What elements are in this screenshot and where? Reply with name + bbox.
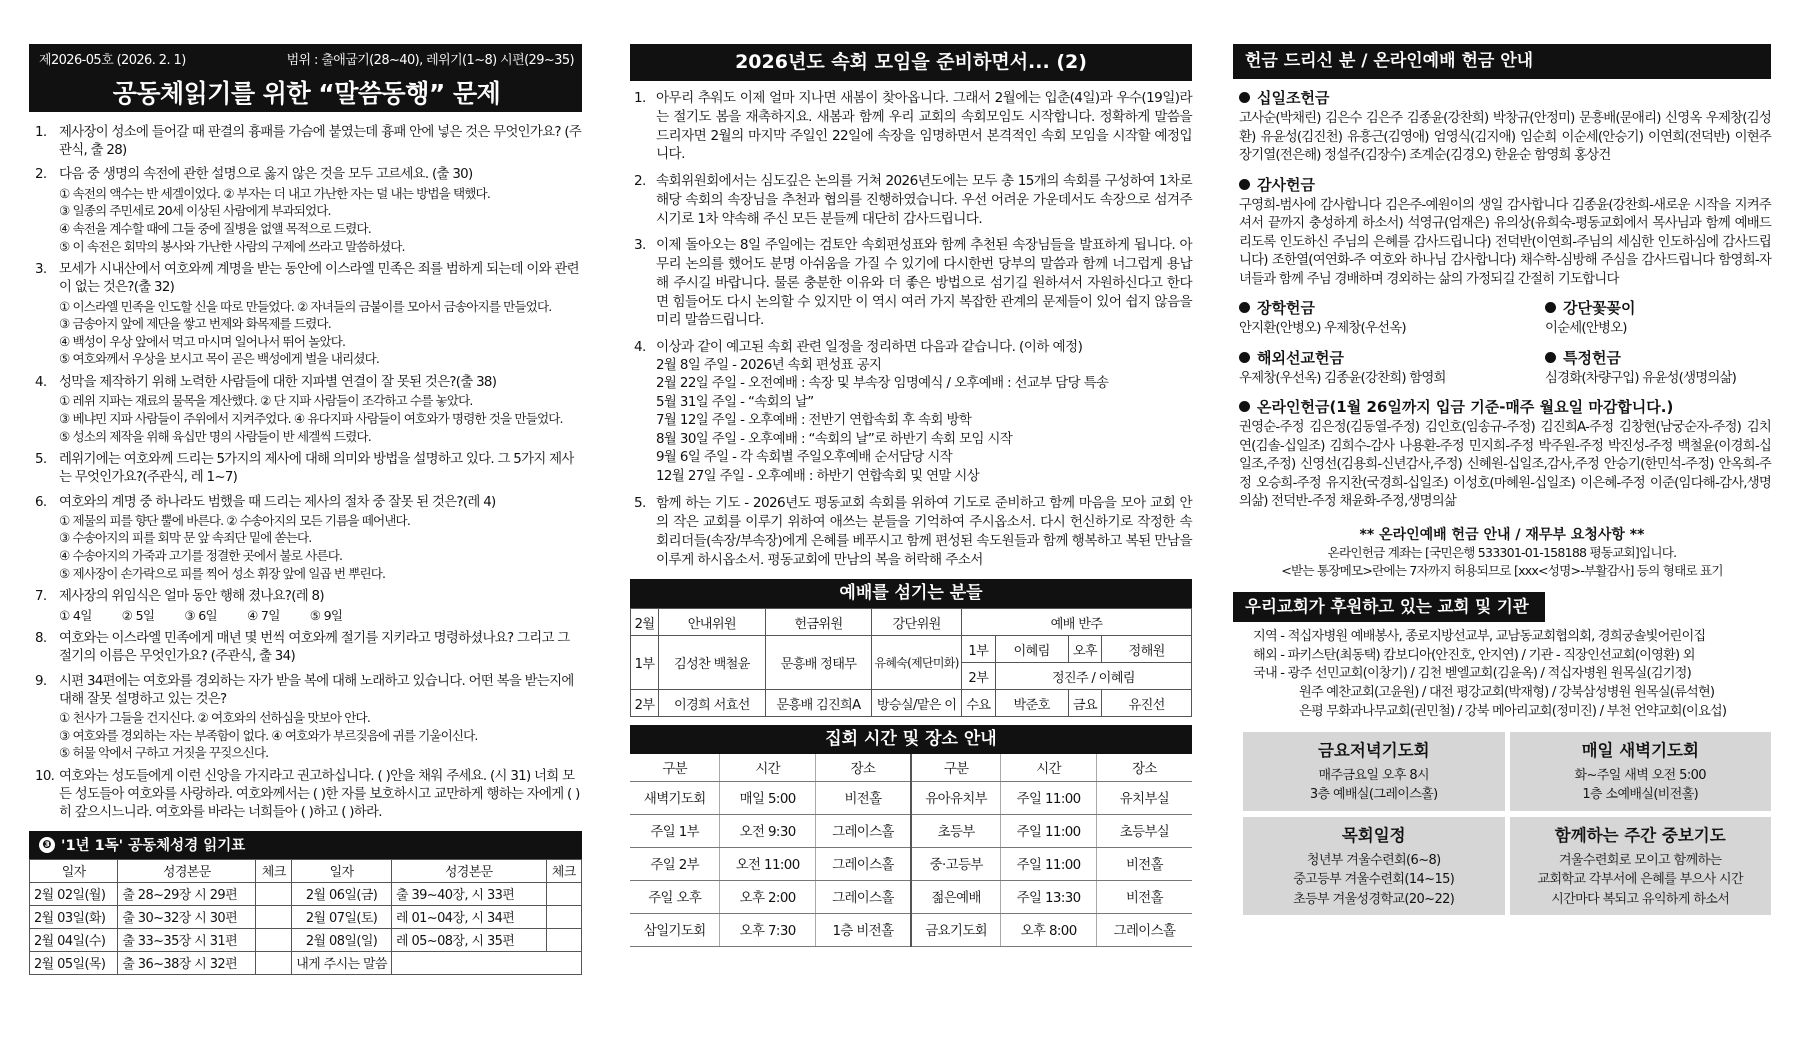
table-cell: 출 30~32장 시 30편	[118, 905, 256, 928]
issue-info: 제2026-05호 (2026. 2. 1)	[39, 53, 186, 68]
support-list	[1233, 628, 1771, 722]
notice-text: 아무리 추워도 이제 얼마 지나면 새봄이 찾아옵니다. 그래서 2월에는 입춘(4일)과 우수(19일)라는 절기도 봄을 재촉하지요. 새봄과 함께 우리 교회의 속회모임도 시작합니다. 정확하게 말씀을 드리자면 2월의 마지막 주일인 22일에 속장을 임명하면서 본격적인 속회 모임을 시작할 예정입니다.	[656, 90, 1192, 163]
question-text: 시편 34편에는 여호와를 경외하는 자가 받을 복에 대해 노래하고 있습니다. 어떤 복을 받는지에 대해 잘못 설명하고 있는 것은?	[59, 673, 574, 707]
table-row: 주일 2부 오전 11:00 그레이스홀 중·고등부 주일 11:00 비전홀	[630, 847, 1192, 880]
info-boxes	[1233, 732, 1771, 916]
column-header: 성경본문	[118, 859, 256, 882]
check-cell	[256, 951, 292, 974]
support-item: 원주 예찬교회(고윤원) / 대전 평강교회(박재형) / 강북삼성병원 원목실(류석현)	[1299, 685, 1715, 701]
answer-option: ⑤ 제사장이 손가락으로 피를 찍어 성소 휘장 앞에 일곱 번 뿌린다.	[59, 565, 386, 581]
answer-option: ③ 베냐민 지파 사람들이 주위에서 지켜주었다. ④ 유다지파 사람들이 여호와가 명령한 것을 만들었다.	[59, 410, 563, 426]
answer-option: ① 이스라엘 민족을 인도할 신을 따로 만들었다. ② 자녀들의 금붙이를 모아서 금송아지를 만들었다.	[59, 298, 552, 314]
bullet-icon	[1239, 401, 1250, 412]
question-text: 여호와는 성도들에게 이런 신앙을 가지라고 권고하십니다. ( )안을 채워 주세요. (시 31) 너희 모든 성도들아 여호와를 사랑하라. 여호와께서는 ( )한 자를 보호하시고 교만하게 행하는 자에게 ( )히 갚으시느니라. 여호와를 바라는 너희들아 ( )하고 ( )하라.	[59, 768, 580, 821]
question-list	[29, 112, 582, 823]
reading-plan-header	[29, 831, 582, 859]
answer-options-row	[59, 607, 582, 625]
table-row	[30, 928, 582, 951]
service-times-table	[630, 754, 1192, 947]
schedule-item: 2월 22일 주일 - 오전예배 : 속장 및 부속장 임명예식 / 오후예배 : 선교부 담당 특송	[656, 376, 1109, 392]
question-text: 다음 중 생명의 속전에 관한 설명으로 옳지 않은 것을 모두 고르세요. (출 30)	[59, 167, 473, 183]
quiz-column	[29, 44, 582, 975]
servers-table	[630, 608, 1192, 717]
answer-option: ④ 7일	[247, 607, 280, 623]
table-cell: 2월 05일(목)	[30, 951, 118, 974]
answer-option: ⑤ 여호와께서 우상을 보시고 목이 곧은 백성에게 벌을 내리셨다.	[59, 351, 379, 367]
answer-option: ⑤ 이 속전은 회막의 봉사와 가난한 사람의 구제에 쓰라고 말씀하셨다.	[59, 238, 405, 254]
answer-option: ① 천사가 그들을 건지신다. ② 여호와의 선하심을 맛보아 안다.	[59, 710, 370, 726]
online-notice: ** 온라인예배 헌금 안내 / 재무부 요청사항 ** 온라인헌금 계좌는 [국민은행 533301-01-158188 평동교회]입니다. <받는 통장메모>란에는 7자까지 허용되므로 [xxx<성명>-부활감사] 등의 형태로 표기	[1233, 524, 1771, 581]
support-item: 은평 무화과나무교회(권민철) / 강북 메아리교회(정미진) / 부천 언약교회(이요섭)	[1299, 703, 1727, 719]
online-section: 온라인헌금(1월 26일까지 입금 기준-매주 월요일 마감합니다.) 권영순-주정 김은정(김동열-주정) 김인호(임송규-주정) 김진희A-주정 김창현(남궁순자-주정) 김치연(김솔-십일조) 김희수-감사 나용환-주정 민지희-주정 박주원-주정 박진성-주정 백철윤(이경희-십일조,주정) 신영선(김용희-신년감사,주정) 신혜원-십일조,감사,주정 안승기(한민석-주정) 안옥희-주정 오승희-주정 유지찬(국경희-십일조) 이성호(마혜원-십일조) 이은혜-주정 이준(임다해-감사,생명의삶) 전덕반-주정 채윤화-주정,생명의삶	[1233, 396, 1771, 512]
table-cell: 2월 03일(화)	[30, 905, 118, 928]
notice-item: 2. 속회위원회에서는 심도깊은 논의를 거쳐 2026년도에는 모두 총 15개의 속회를 구성하여 1차로 해당 속회의 속장님을 추천과 협의를 진행하였습니다. 우선 어려운 가운데서도 속장으로 섬겨주시기로 1차 약속해 주신 모든 분들께 대단히 감사드립니다.	[634, 173, 1192, 227]
question-text: 성막을 제작하기 위해 노력한 사람들에 대한 지파별 연결이 잘 못된 것은?(출 38)	[59, 375, 497, 391]
answer-option: ② 5일	[121, 607, 155, 623]
check-cell	[546, 882, 581, 905]
question-item: 5. 레위기에는 여호와께 드리는 5가지의 제사에 대해 의미와 방법을 설명하고 있다. 그 5가지 제사는 무엇인가요?(주관식, 레 1~7)	[35, 452, 574, 486]
table-cell: 출 33~35장 시 31편	[118, 928, 256, 951]
mission-section: 해외선교헌금 우제창(우선옥) 김종윤(강찬희) 함영희	[1239, 348, 1446, 386]
question-item: 6. 여호와의 계명 중 하나라도 범했을 때 드리는 제사의 절차 중 잘못 된 것은?(레 4) ① 제물의 피를 향단 뿔에 바른다. ② 수송아지의 모든 기름을 떼어낸다. ③ 수송아지의 피를 회막 문 앞 속죄단 밑에 쏟는다. ④ 수송아지의 가죽과 고기를 정결한 곳에서 불로 사른다. ⑤ 제사장이 손가락으로 피를 찍어 성소 휘장 앞에 일곱 번 뿌린다.	[35, 494, 582, 583]
notice-text: 이제 돌아오는 8일 주일에는 검토안 속회편성표와 함께 추천된 속장님들을 발표하게 됩니다. 아무리 논의를 했어도 분명 아쉬움을 가질 수 있기에 다시한번 당부의 말씀과 함께 너그럽게 용납해 주시길 바랍니다. 물론 충분한 이유와 더 좋은 방법으로 섬기길 원하셔서 자원하신다고 한다면 힘들어도 다시 논의할 수 있지만 이 역시 여러 가지 복잡한 관계의 문제들이 있어 쉽지 않음을 미리 말씀드립니다.	[656, 237, 1192, 329]
table-cell: 레 05~08장, 시 35편	[391, 928, 546, 951]
offering-pair	[1233, 297, 1771, 339]
answer-option: ③ 여호와를 경외하는 자는 부족함이 없다. ④ 여호와가 부르짖음에 귀를 기울이신다.	[59, 727, 478, 743]
cell-group-column	[630, 44, 1192, 947]
question-text: 레위기에는 여호와께 드리는 5가지의 제사에 대해 의미와 방법을 설명하고 있다. 그 5가지 제사는 무엇인가요?(주관식, 레 1~7)	[59, 452, 574, 486]
answer-option: ① 제물의 피를 향단 뿔에 바른다. ② 수송아지의 모든 기름을 떼어낸다.	[59, 512, 410, 528]
question-item: 8. 여호와는 이스라엘 민족에게 매년 몇 번씩 여호와께 절기를 지키라고 명령하셨나요? 그리고 그 절기의 이름은 무엇인가요? (주관식, 출 34)	[35, 631, 570, 665]
support-item: 해외 - 파키스탄(최동택) 캄보디아(안진호, 안지연) / 기관 - 직장인선교회(이영환) 외	[1253, 647, 1695, 663]
table-row: 새벽기도회 매일 5:00 비전홀 유아유치부 주일 11:00 유치부실	[630, 781, 1192, 814]
answer-option: ① 레위 지파는 재료의 물목을 계산했다. ② 단 지파 사람들이 조각하고 수를 놓았다.	[59, 393, 473, 409]
answer-option: ⑤ 9일	[309, 607, 343, 623]
question-item: 9. 시편 34편에는 여호와를 경외하는 자가 받을 복에 대해 노래하고 있습니다. 어떤 복을 받는지에 대해 잘못 설명하고 있는 것은? ① 천사가 그들을 건지신다. ② 여호와의 선하심을 맛보아 안다. ③ 여호와를 경외하는 자는 부족함이 없다. ④ 여호와가 부르짖음에 귀를 기울이신다. ⑤ 허물 악에서 구하고 거짓을 꾸짖으신다.	[35, 673, 582, 762]
question-item: 4. 성막을 제작하기 위해 노력한 사람들에 대한 지파별 연결이 잘 못된 것은?(출 38) ① 레위 지파는 재료의 물목을 계산했다. ② 단 지파 사람들이 조각하고 수를 놓았다. ③ 베냐민 지파 사람들이 주위에서 지켜주었다. ④ 유다지파 사람들이 여호와가 명령한 것을 만들었다. ⑤ 성소의 제작을 위해 육십만 명의 사람들이 반 세겔씩 드렸다.	[35, 374, 582, 445]
notes-cell	[391, 951, 581, 974]
schedule-item: 5월 31일 주일 - “속회의 날”	[656, 394, 814, 410]
offering-column	[1233, 44, 1771, 915]
question-item: 10. 여호와는 성도들에게 이런 신앙을 가지라고 권고하십니다. ( )안을 채워 주세요. (시 31) 너희 모든 성도들아 여호와를 사랑하라. 여호와께서는 ( )한 자를 보호하시고 교만하게 행하는 자에게 ( )히 갚으시느니라. 여호와를 바라는 너희들아 ( )하고 ( )하라.	[35, 768, 580, 821]
notice-item: 5. 함께 하는 기도 - 2026년도 평동교회 속회를 위하여 기도로 준비하고 함께 마음을 모아 교회 안의 작은 교회를 이루기 위하여 애쓰는 분들을 기억하여 주시옵소서. 다시 헌신하기로 작정한 속회리더들(속장/부속장)에게 은혜를 베푸시고 함께 편성된 속도원들과 함께 행복하고 복된 만남을 이루게 하시옵소서. 평동교회에 만남의 복을 허락해 주소서	[634, 495, 1192, 568]
notice-item: 3. 이제 돌아오는 8일 주일에는 검토안 속회편성표와 함께 추천된 속장님들을 발표하게 됩니다. 아무리 논의를 했어도 분명 아쉬움을 가질 수 있기에 다시한번 당부의 말씀과 함께 너그럽게 용납해 주시길 바랍니다. 물론 충분한 이유와 더 좋은 방법으로 섬기길 원하셔서 자원하신다고 한다면 힘들어도 다시 논의할 수 있지만 이 역시 여러 가지 복잡한 관계의 문제들이 있어 쉽지 않음을 미리 말씀드립니다.	[634, 237, 1192, 329]
offering-pair	[1233, 347, 1771, 389]
check-cell	[546, 928, 581, 951]
notice-item: 4. 이상과 같이 예고된 속회 관련 일정을 정리하면 다음과 같습니다. (이하 예정)	[630, 338, 1192, 357]
table-row: 주일 1부 오전 9:30 그레이스홀 초등부 주일 11:00 초등부실	[630, 814, 1192, 847]
tithe-names: 고사순(박채린) 김은수 김은주 김종윤(강찬희) 박창규(안정미) 문흥배(문애리) 신영옥 우제창(김성환) 유윤성(김진천) 유흥근(김영애) 엄영식(김지애) 임순희 이순세(안승기) 이연희(전덕반) 이현주 장기열(전은해) 정설주(김장수) 조계순(김경오) 한윤순 함영희 홍상건	[1239, 111, 1771, 163]
bullet-icon	[1239, 92, 1250, 103]
answer-option: ④ 수송아지의 가죽과 고기를 정결한 곳에서 불로 사른다.	[59, 548, 343, 564]
question-text: 모세가 시내산에서 여호와께 계명을 받는 동안에 이스라엘 민족은 죄를 범하게 되는데 이와 관련이 없는 것은?(출 32)	[59, 262, 579, 296]
answer-option: ① 4일	[59, 607, 92, 623]
table-cell: 출 36~38장 시 32편	[118, 951, 256, 974]
scholarship-section: 장학헌금 안지환(안병오) 우제창(우선옥)	[1239, 299, 1406, 336]
memo-info: <받는 통장메모>란에는 7자까지 허용되므로 [xxx<성명>-부활감사] 등의 형태로 표기	[1281, 562, 1723, 578]
offering-title: 헌금 드리신 분 / 온라인예배 헌금 안내	[1233, 44, 1771, 79]
answer-option: ③ 일종의 주민세로 20세 이상된 사람에게 부과되었다.	[59, 203, 331, 219]
table-row	[30, 951, 582, 974]
schedule-list	[630, 357, 1192, 487]
question-text: 여호와는 이스라엘 민족에게 매년 몇 번씩 여호와께 절기를 지키라고 명령하셨나요? 그리고 그 절기의 이름은 무엇인가요? (주관식, 출 34)	[59, 631, 570, 665]
bullet-icon	[1545, 352, 1556, 363]
table-row: 삼일기도회 오후 7:30 1층 비전홀 금요기도회 오후 8:00 그레이스홀	[630, 913, 1192, 946]
quiz-title: 공동체읽기를 위한 “말씀동행” 문제	[112, 79, 501, 108]
thanks-section: 감사헌금 구영희-범사에 감사합니다 김은주-예원이의 생일 감사합니다 김종윤(강찬희-새로운 시작을 지켜주셔서 끝까지 충성하게 하소서) 석영규(엄재은) 유의상(유희숙-평동교회에서 목사님과 함께 예배드리도록 인도하신 주님의 은혜를 감사드립니다) 전덕반(이연희-주님의 세심한 인도하심에 감사드립니다) 조한열(여연화-주 여호와 하나님 감사합니다) 채수학-심방해 주심을 감사드립니다 함영희-자녀들과 함께 주님 경배하며 경외하는 삶의 가정되길 간절히 기도합니다	[1233, 174, 1771, 290]
table-cell: 2월 06일(금)	[292, 882, 392, 905]
support-title: 우리교회가 후원하고 있는 교회 및 기관	[1233, 592, 1545, 622]
servers-title: 예배를 섬기는 분들	[630, 579, 1192, 608]
question-text: 제사장의 위임식은 얼마 동안 행해 졌나요?(레 8)	[59, 589, 324, 605]
table-row	[30, 905, 582, 928]
table-row: 2부 정진주 / 이혜림	[631, 663, 1192, 690]
table-row: 1부 김성찬 백철윤 문흥배 정태무 유혜숙(제단미화) 1부 이혜림 오후 정해원	[631, 636, 1192, 663]
thanks-names: 구영희-범사에 감사합니다 김은주-예원이의 생일 감사합니다 김종윤(강찬희-새로운 시작을 지켜주셔서 끝까지 충성하게 하소서) 석영규(엄재은) 유의상(유희숙-평동교회에서 목사님과 함께 예배드리도록 인도하신 주님의 은혜를 감사드립니다) 전덕반(이연희-주님의 세심한 인도하심에 감사드립니다) 조한열(여연화-주 여호와 하나님 감사합니다) 채수학-심방해 주심을 감사드립니다 함영희-자녀들과 함께 주님 경배하며 경외하는 삶의 가정되길 간절히 기도합니다	[1239, 197, 1771, 287]
intercession-box: 함께하는 주간 중보기도 겨울수련회로 모이고 함께하는 교회학교 각부서에 은혜를 부으사 시간 시간마다 복되고 유익하게 하소서	[1510, 817, 1772, 916]
table-header-row	[30, 859, 582, 882]
schedule-item: 2월 8일 주일 - 2026년 속회 편성표 공지	[656, 357, 882, 373]
dawn-prayer-box: 매일 새벽기도회 화~주일 새벽 오전 5:00 1층 소예배실(비전홀)	[1510, 732, 1772, 811]
reading-plan-table	[29, 859, 582, 975]
table-row	[30, 882, 582, 905]
ministry-schedule-box: 목회일정 청년부 겨울수련회(6~8) 중고등부 겨울수련회(14~15) 초등부 겨울성경학교(20~22)	[1243, 817, 1505, 916]
bullet-icon	[1239, 352, 1250, 363]
number-badge-icon: ❸	[39, 837, 55, 853]
question-text: 제사장이 성소에 들어갈 때 판결의 흉패를 가슴에 붙였는데 흉패 안에 넣은 것은 무엇인가요? (주관식, 출 28)	[59, 125, 582, 159]
notice-text: 속회위원회에서는 심도깊은 논의를 거쳐 2026년도에는 모두 총 15개의 속회를 구성하여 1차로 해당 속회의 속장님을 추천과 협의를 진행하였습니다. 우선 어려운 가운데서도 속장으로 섬겨주시기로 1차 약속해 주신 모든 분들께 대단히 감사드립니다.	[656, 173, 1192, 227]
check-cell	[256, 928, 292, 951]
reading-plan-title: '1년 1독' 공동체성경 읽기표	[61, 838, 246, 855]
table-cell: 출 39~40장, 시 33편	[391, 882, 546, 905]
friday-prayer-box: 금요저녁기도회 매주금요일 오후 8시 3층 예배실(그레이스홀)	[1243, 732, 1505, 811]
table-row: 주일 오후 오후 2:00 그레이스홀 젊은예배 주일 13:30 비전홀	[630, 880, 1192, 913]
question-item: 2. 다음 중 생명의 속전에 관한 설명으로 옳지 않은 것을 모두 고르세요. (출 30) ① 속전의 액수는 반 세겔이었다. ② 부자는 더 내고 가난한 자는 덜 내는 방법을 택했다. ③ 일종의 주민세로 20세 이상된 사람에게 부과되었다. ④ 속전을 계수할 때에 그들 중에 질병을 없앨 목적으로 드렸다. ⑤ 이 속전은 회막의 봉사와 가난한 사람의 구제에 쓰라고 말씀하셨다.	[35, 166, 582, 255]
bullet-icon	[1239, 302, 1250, 313]
table-cell: 2월 08일(일)	[292, 928, 392, 951]
answer-option: ③ 수송아지의 피를 회막 문 앞 속죄단 밑에 쏟는다.	[59, 530, 312, 546]
bullet-icon	[1239, 179, 1250, 190]
question-text: 여호와의 계명 중 하나라도 범했을 때 드리는 제사의 절차 중 잘못 된 것은?(레 4)	[59, 494, 496, 510]
question-item: 1. 제사장이 성소에 들어갈 때 판결의 흉패를 가슴에 붙였는데 흉패 안에 넣은 것은 무엇인가요? (주관식, 출 28)	[35, 125, 582, 159]
answer-option: ③ 6일	[184, 607, 218, 623]
notice-item: 1. 아무리 추워도 이제 얼마 지나면 새봄이 찾아옵니다. 그래서 2월에는 입춘(4일)과 우수(19일)라는 절기도 봄을 재촉하지요. 새봄과 함께 우리 교회의 속회모임도 시작합니다. 정확하게 말씀을 드리자면 2월의 마지막 주일인 22일에 속장을 임명하면서 본격적인 속회 모임을 시작할 예정입니다.	[634, 90, 1192, 163]
notice-text: 이상과 같이 예고된 속회 관련 일정을 정리하면 다음과 같습니다. (이하 예정)	[656, 339, 1083, 355]
table-cell: 2월 02일(월)	[30, 882, 118, 905]
answer-option: ⑤ 허물 악에서 구하고 거짓을 꾸짖으신다.	[59, 745, 269, 761]
schedule-item: 12월 27일 주일 - 오후예배 : 하반기 연합속회 및 연말 시상	[656, 468, 980, 484]
check-cell	[256, 905, 292, 928]
question-item: 7. 제사장의 위임식은 얼마 동안 행해 졌나요?(레 8) ① 4일 ② 5일 ③ 6일 ④ 7일 ⑤ 9일	[35, 588, 582, 624]
column-header: 체크	[546, 859, 581, 882]
tithe-section: 십일조헌금 고사순(박채린) 김은수 김은주 김종윤(강찬희) 박창규(안정미) 문흥배(문애리) 신영옥 우제창(김성환) 유윤성(김진천) 유흥근(김영애) 엄영식(김지애) 임순희 이순세(안승기) 이연희(전덕반) 이현주 장기열(전은해) 정설주(김장수) 조계순(김경오) 한윤순 함영희 홍상건	[1233, 87, 1771, 166]
support-item: 지역 - 적십자병원 예배봉사, 종로지방선교부, 교남동교회협의회, 경희궁솔빛어린이집	[1253, 629, 1706, 644]
times-title: 집회 시간 및 장소 안내	[630, 725, 1192, 754]
online-names: 권영순-주정 김은정(김동열-주정) 김인호(임송규-주정) 김진희A-주정 김창현(남궁순자-주정) 김치연(김솔-십일조) 김희수-감사 나용환-주정 민지희-주정 박주원-주정 박진성-주정 백철윤(이경희-십일조,주정) 신영선(김용희-신년감사,주정) 신혜원-십일조,감사,주정 안승기(한민석-주정) 안옥희-주정 오승희-주정 유지찬(국경희-십일조) 이성호(마혜원-십일조) 이은혜-주정 이준(임다해-감사,생명의삶) 전덕반-주정 채윤화-주정,생명의삶	[1239, 420, 1771, 509]
column-header: 체크	[256, 859, 292, 882]
schedule-item: 9월 6일 주일 - 각 속회별 주일오후예배 순서담당 시작	[656, 450, 953, 466]
check-cell	[256, 882, 292, 905]
table-header-row: 구분 시간 장소 구분 시간 장소	[630, 754, 1192, 781]
column-header: 일자	[292, 859, 392, 882]
column-header: 일자	[30, 859, 118, 882]
support-item: 국내 - 광주 선민교회(이창기) / 김천 벧엘교회(김윤옥) / 적십자병원 원목실(김기정)	[1253, 666, 1691, 682]
table-row: 2부 이경희 서효선 문흥배 김진희A 방승실/맡은 이 수요 박준호 금요 유진선	[631, 690, 1192, 717]
quiz-header	[29, 44, 582, 112]
reading-range: 범위 : 출애굽기(28~40), 레위기(1~8) 시편(29~35)	[286, 53, 574, 68]
flower-section: 강단꽃꽂이 이순세(안병오)	[1545, 299, 1636, 336]
account-info: 온라인헌금 계좌는 [국민은행 533301-01-158188 평동교회]입니다.	[1327, 544, 1677, 560]
table-cell: 2월 04일(수)	[30, 928, 118, 951]
table-cell: 2월 07일(토)	[292, 905, 392, 928]
check-cell	[546, 905, 581, 928]
bullet-icon	[1545, 302, 1556, 313]
answer-option: ① 속전의 액수는 반 세겔이었다. ② 부자는 더 내고 가난한 자는 덜 내는 방법을 택했다.	[59, 185, 490, 201]
table-cell: 레 01~04장, 시 34편	[391, 905, 546, 928]
column-header: 성경본문	[391, 859, 546, 882]
section-title: 2026년도 속회 모임을 준비하면서... (2)	[630, 44, 1192, 81]
table-header-row: 2월 안내위원 헌금위원 강단위원 예배 반주	[631, 609, 1192, 636]
answer-option: ④ 백성이 우상 앞에서 먹고 마시며 일어나서 뛰어 놀았다.	[59, 333, 346, 349]
schedule-item: 8월 30일 주일 - 오후예배 : “속회의 날”로 하반기 속회 모임 시작	[656, 431, 1013, 447]
schedule-item: 7월 12일 주일 - 오후예배 : 전반기 연합속회 후 속회 방학	[656, 413, 972, 429]
table-cell: 내게 주시는 말씀	[292, 951, 392, 974]
special-section: 특정헌금 심경화(차량구입) 유윤성(생명의삶)	[1545, 348, 1737, 386]
table-cell: 출 28~29장 시 29편	[118, 882, 256, 905]
answer-option: ④ 속전을 계수할 때에 그들 중에 질병을 없앨 목적으로 드렸다.	[59, 220, 371, 236]
notice-text: 함께 하는 기도 - 2026년도 평동교회 속회를 위하여 기도로 준비하고 함께 마음을 모아 교회 안의 작은 교회를 이루기 위하여 애쓰는 분들을 기억하여 주시옵소서. 다시 헌신하기로 작정한 속회리더들(속장/부속장)에게 은혜를 베푸시고 함께 편성된 속도원들과 함께 행복하고 복된 만남을 이루게 하시옵소서. 평동교회에 만남의 복을 허락해 주소서	[656, 495, 1192, 568]
answer-option: ⑤ 성소의 제작을 위해 육십만 명의 사람들이 반 세겔씩 드렸다.	[59, 428, 371, 444]
question-item: 3. 모세가 시내산에서 여호와께 계명을 받는 동안에 이스라엘 민족은 죄를 범하게 되는데 이와 관련이 없는 것은?(출 32) ① 이스라엘 민족을 인도할 신을 따로 만들었다. ② 자녀들의 금붙이를 모아서 금송아지를 만들었다. ③ 금송아지 앞에 제단을 쌓고 번제와 화목제를 드렸다. ④ 백성이 우상 앞에서 먹고 마시며 일어나서 뛰어 놀았다. ⑤ 여호와께서 우상을 보시고 목이 곧은 백성에게 벌을 내리셨다.	[35, 261, 582, 368]
answer-option: ③ 금송아지 앞에 제단을 쌓고 번제와 화목제를 드렸다.	[59, 316, 331, 332]
